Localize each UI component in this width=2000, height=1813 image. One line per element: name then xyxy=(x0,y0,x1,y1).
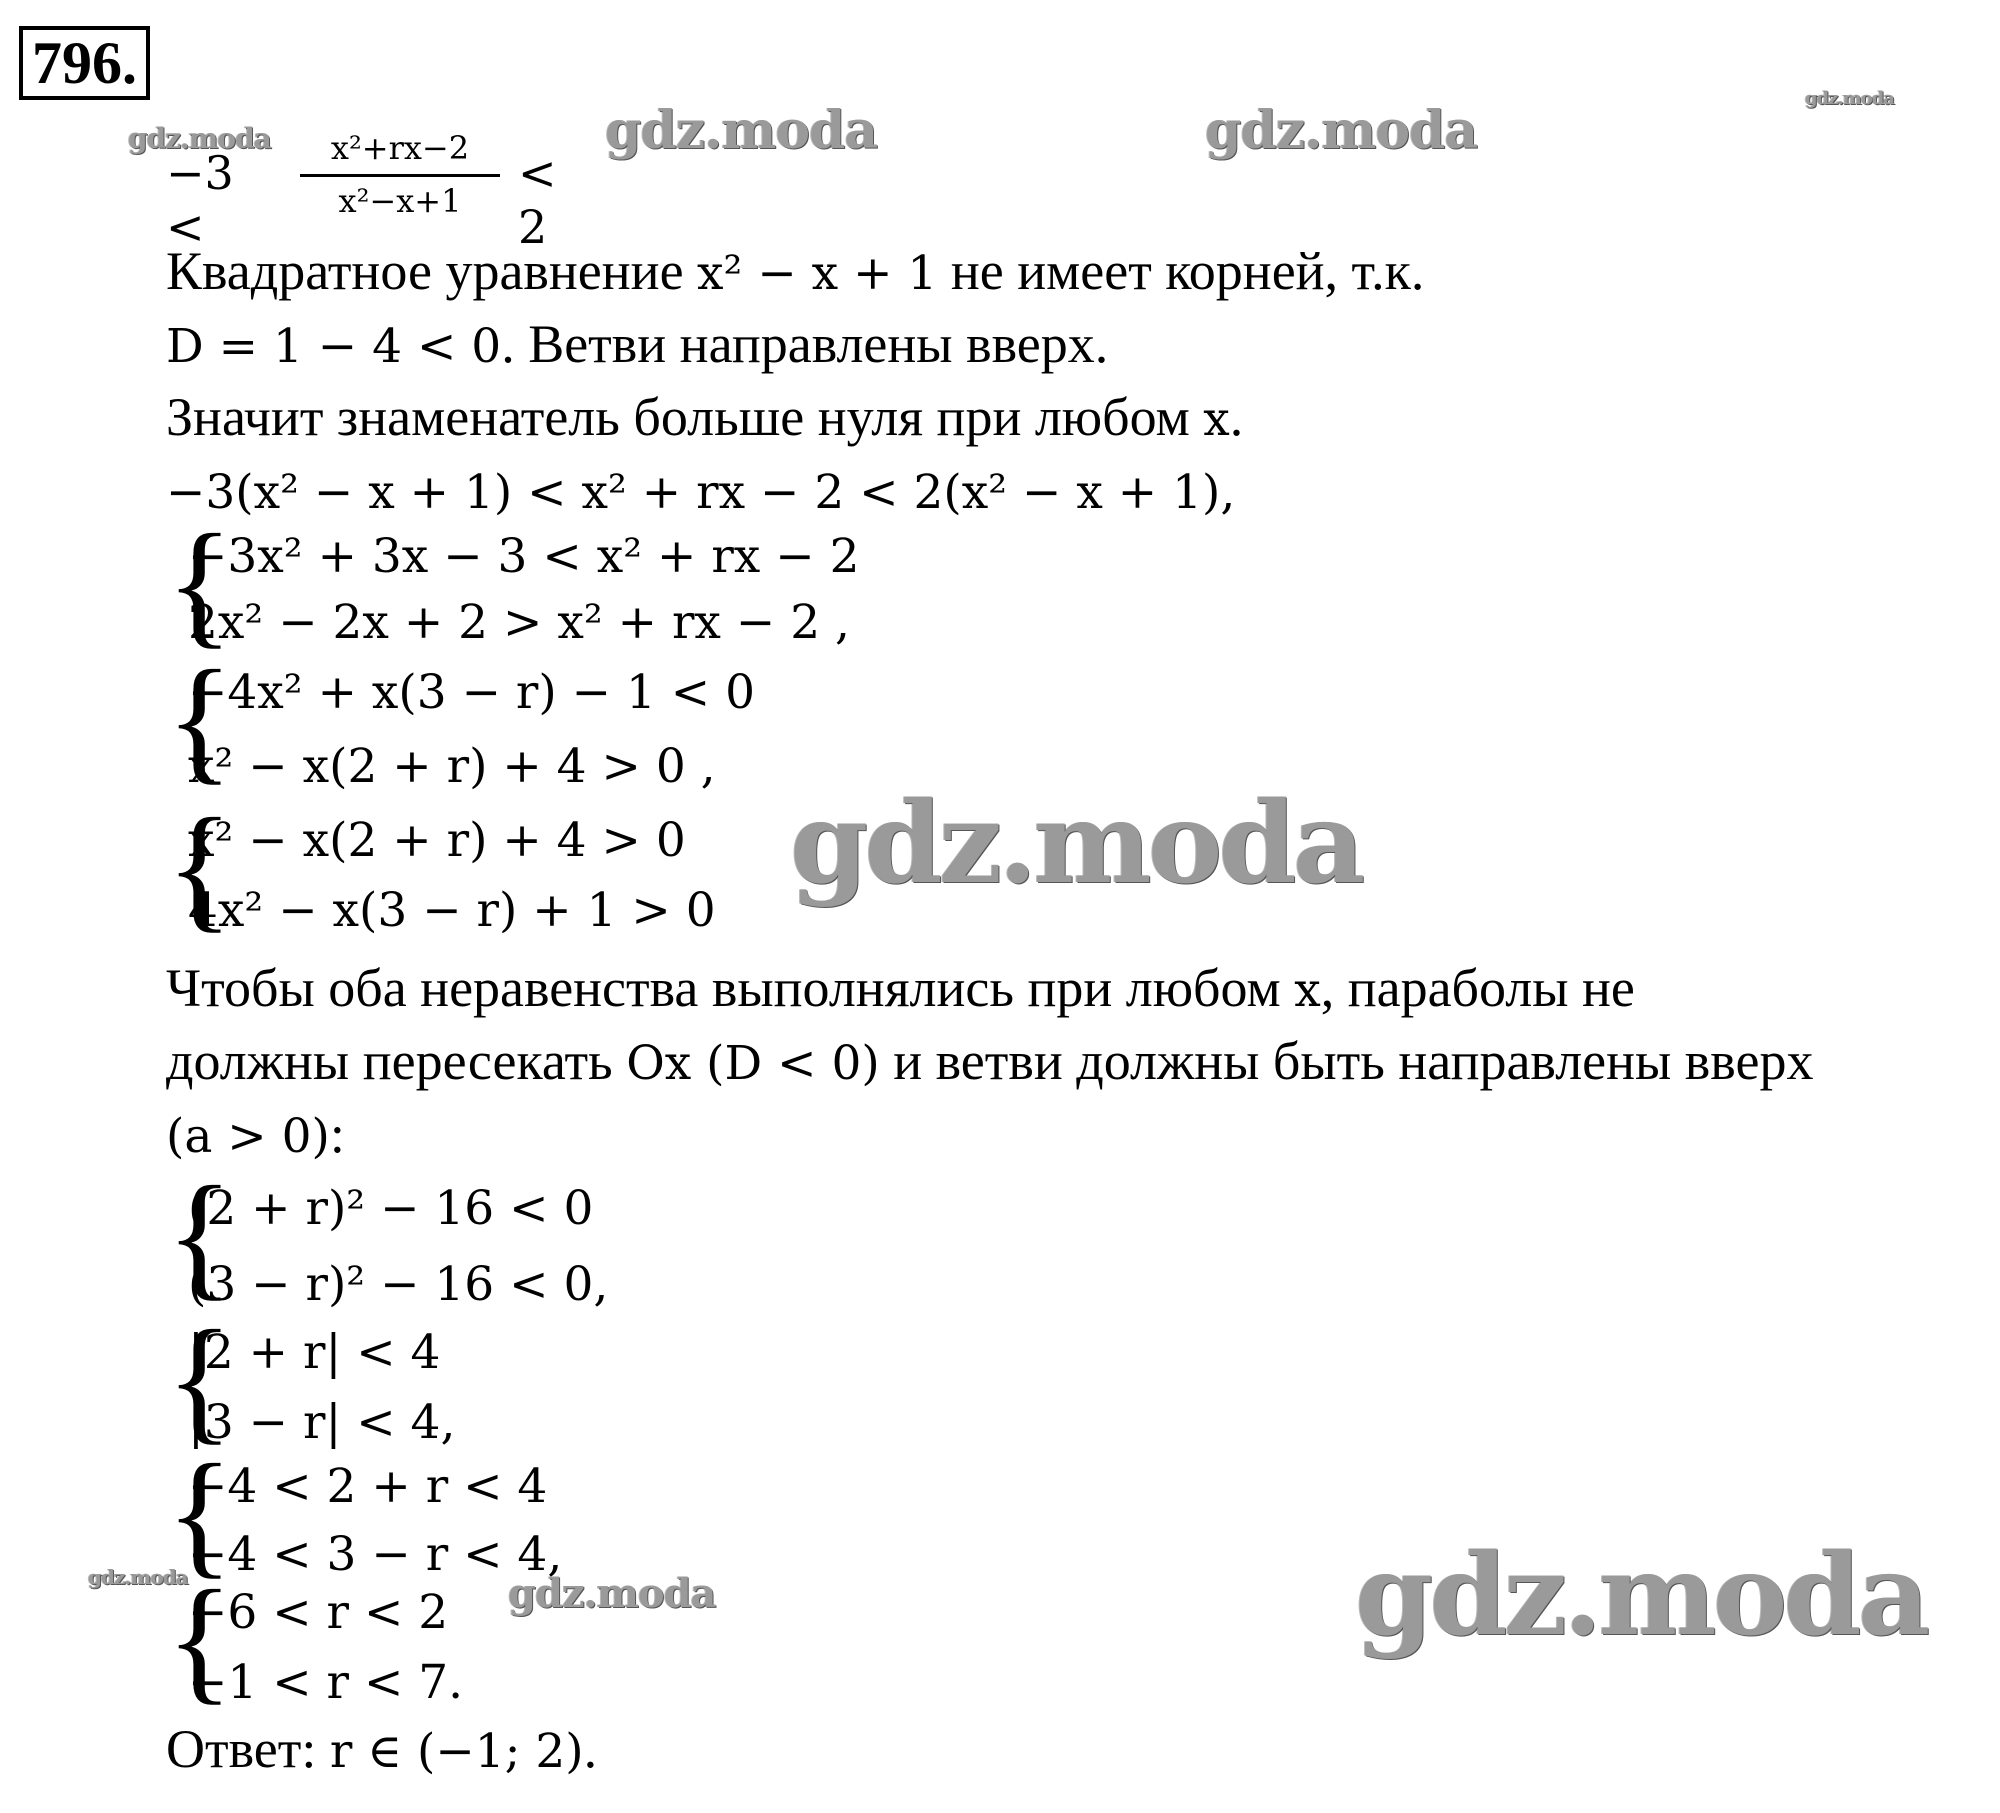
watermark-large: gdz.moda xyxy=(1355,1530,1927,1661)
system-brace: { xyxy=(166,790,234,945)
line1-math: x² − x + 1 xyxy=(697,246,938,301)
system-7-row-1: −6 < r < 2 xyxy=(188,1585,449,1640)
line2-tail: . Ветви направлены вверх. xyxy=(501,314,1109,374)
answer-math: r ∈ (−1; 2) xyxy=(329,1724,584,1779)
system-brace: { xyxy=(166,1302,234,1457)
intro-right: < 2 xyxy=(518,146,557,254)
watermark-small: gdz.moda xyxy=(128,122,271,155)
system-6-row-1: −4 < 2 + r < 4 xyxy=(188,1459,548,1514)
system-1-row-1: −3x² + 3x − 3 < x² + rx − 2 xyxy=(188,529,860,584)
answer-line xyxy=(166,1718,597,1783)
condition-3-tail: : xyxy=(329,1104,345,1164)
answer-tail: . xyxy=(583,1719,598,1779)
answer-label: Ответ: xyxy=(166,1719,330,1779)
intro-left: −3 < xyxy=(166,146,234,254)
line1-tail: не имеет корней, т.к. xyxy=(937,241,1425,301)
line3-text: Значит знаменатель больше нуля при любом xyxy=(166,387,1204,447)
system-4-row-1: (2 + r)² − 16 < 0 xyxy=(188,1181,594,1236)
system-2-row-1: −4x² + x(3 − r) − 1 < 0 xyxy=(188,665,756,720)
system-brace: { xyxy=(166,1158,234,1313)
condition-1-math: x xyxy=(1294,963,1321,1018)
fraction-bar xyxy=(300,174,500,177)
condition-line-2 xyxy=(166,1030,1813,1095)
fraction-numerator: x²+rx−2 xyxy=(330,129,470,167)
system-2-row-2: x² − x(2 + r) + 4 > 0 , xyxy=(188,739,716,794)
watermark-medium: gdz.moda xyxy=(605,100,878,161)
system-5-row-1: |2 + r| < 4 xyxy=(188,1325,441,1380)
system-5-row-2: |3 − r| < 4, xyxy=(188,1395,456,1450)
system-brace: { xyxy=(166,1562,234,1717)
condition-2-tail: и ветви должны быть направлены вверх xyxy=(879,1031,1814,1091)
condition-3-math: (a > 0) xyxy=(166,1109,330,1164)
system-brace: { xyxy=(166,642,234,797)
fraction-denominator: x²−x+1 xyxy=(338,182,462,220)
line4-math: −3(x² − x + 1) < x² + rx − 2 < 2(x² − x + 1), xyxy=(166,465,1236,520)
condition-1-tail: , параболы не xyxy=(1320,958,1635,1018)
text-line-4 xyxy=(166,459,1235,524)
system-brace: { xyxy=(166,1436,234,1591)
system-7-row-2: −1 < r < 7. xyxy=(188,1655,464,1710)
line1-text: Квадратное уравнение xyxy=(166,241,698,301)
system-6-row-2: −4 < 3 − r < 4, xyxy=(188,1527,563,1582)
problem-number: 796. xyxy=(19,26,150,100)
system-1-row-2: 2x² − 2x + 2 > x² + rx − 2 , xyxy=(188,595,850,650)
condition-2-text: должны пересекать xyxy=(166,1031,627,1091)
intro-fraction xyxy=(300,120,500,221)
watermark-small: gdz.moda xyxy=(88,1565,188,1589)
watermark-large: gdz.moda xyxy=(790,778,1362,909)
line3-math: x xyxy=(1203,392,1230,447)
watermark-medium: gdz.moda xyxy=(1205,100,1478,161)
condition-line-1 xyxy=(166,957,1635,1022)
condition-1-text: Чтобы оба неравенства выполнялись при любом xyxy=(166,958,1295,1018)
watermark-small: gdz.moda xyxy=(1805,88,1894,109)
system-brace: { xyxy=(166,506,234,661)
text-line-1 xyxy=(166,240,1424,305)
system-3-row-1: x² − x(2 + r) + 4 > 0 xyxy=(188,813,686,868)
text-line-3 xyxy=(166,386,1243,451)
system-3-row-2: 4x² − x(3 − r) + 1 > 0 xyxy=(188,883,716,938)
condition-2-math: Ox (D < 0) xyxy=(626,1036,880,1091)
text-line-2 xyxy=(166,313,1108,378)
line2-math: D = 1 − 4 < 0 xyxy=(166,319,502,374)
system-4-row-2: (3 − r)² − 16 < 0, xyxy=(188,1257,609,1312)
watermark-medium: gdz.moda xyxy=(508,1570,716,1617)
line3-tail: . xyxy=(1229,387,1244,447)
